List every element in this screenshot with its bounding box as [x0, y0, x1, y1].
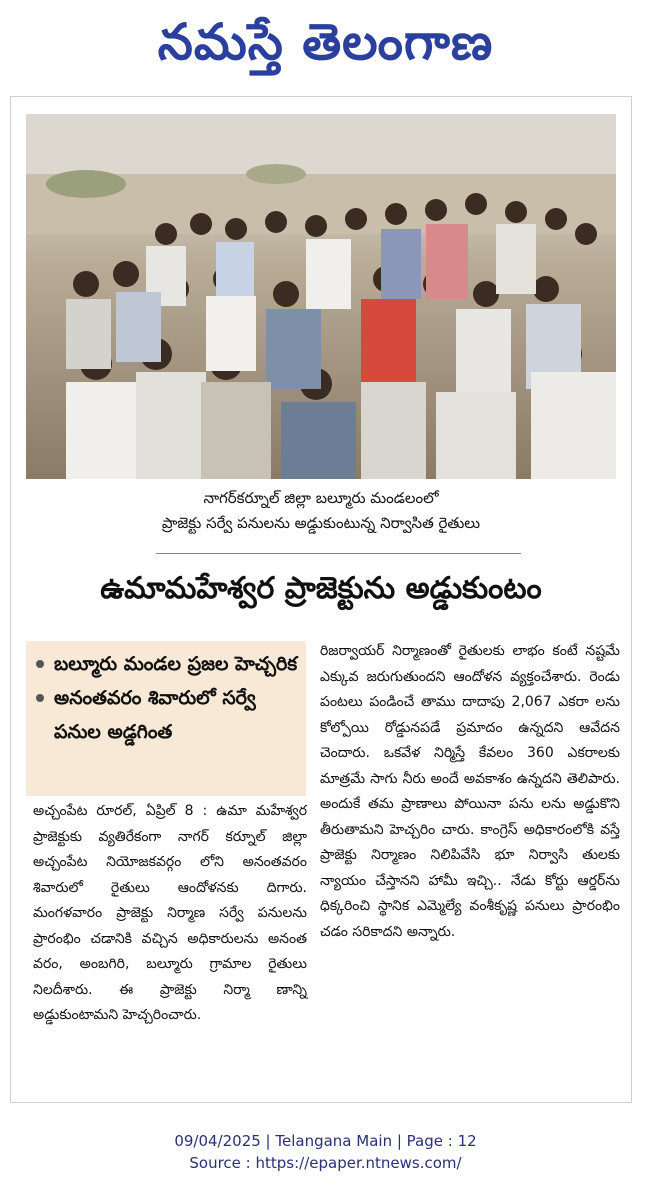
article-column-left: అచ్చంపేట రూరల్, ఏప్రిల్ 8 : ఉమా మహేశ్వర ప్రాజెక్టుకు వ్యతిరేకంగా నాగర్ కర్నూల్ జిల్లా అచ్చంపేట నియోజకవర్గం లోని అనంతవరం శివారులో రైతులు ఆందోళనకు దిగారు. మంగళవారం ప్రాజెక్టు నిర్మాణ సర్వే పనులను ప్రారంభిం చడానికి వచ్చిన అధికారులను అనంత వరం, అంబగిరి, బల్మూరు గ్రామాల రైతులు నిలదీశారు. ఈ ప్రాజెక్టు నిర్మా ణాన్ని అడ్డుకుంటామని హెచ్చరించారు. — [33, 803, 307, 1023]
masthead-logo: నమస్తే తెలంగాణ — [157, 12, 494, 71]
bullet-icon — [36, 660, 44, 668]
news-photo — [26, 114, 616, 479]
page-footer — [0, 1130, 651, 1174]
crowd-photo-icon — [26, 114, 616, 479]
highlight-item — [30, 647, 302, 681]
caption-line-1: నాగర్‌కర్నూల్ జిల్లా బల్మూరు మండలంలో — [203, 489, 439, 507]
bullet-icon — [36, 694, 44, 702]
photo-caption — [11, 486, 631, 536]
highlight-item — [30, 681, 302, 749]
footer-date-line: 09/04/2025 | Telangana Main | Page : 12 — [174, 1132, 477, 1150]
highlights-box — [26, 641, 306, 796]
divider — [156, 553, 521, 554]
headline: ఉమామహేశ్వర ప్రాజెక్టును అడ్డుకుంటం — [100, 571, 542, 606]
footer-source-line: Source : https://epaper.ntnews.com/ — [189, 1154, 462, 1172]
caption-line-2: ప్రాజెక్టు సర్వే పనులను అడ్డుకుంటున్న నిర్వాసిత రైతులు — [161, 514, 481, 532]
highlight-text: అనంతవరం శివారులో సర్వే పనుల అడ్డగింత — [54, 687, 256, 743]
highlight-text: బల్మూరు మండల ప్రజల హెచ్చరిక — [54, 653, 298, 675]
news-clipping — [10, 96, 632, 1103]
article-column-right: రిజర్వాయర్ నిర్మాణంతో రైతులకు లాభం కంటే నష్టమే ఎక్కువ జరుగుతుందని ఆందోళన వ్యక్తంచేశారు. రెండు పంటలు పండించే తాము దాదాపు 2,067 ఎకరా లను కోల్పోయి రోడ్డునపడే ప్రమాదం ఉన్నదని ఆవేదన చెందారు. ఒకవేళ నిర్మిస్తే కేవలం 360 ఎకరాలకు మాత్రమే సాగు నీరు అందే అవకాశం ఉన్నదని తెలిపారు. అందుకే తమ ప్రాణాలు పోయినా పను లను అడ్డుకొని తీరుతామని హెచ్చరిం చారు. కాంగ్రెస్ అధికారంలోకి వస్తే ప్రాజెక్టు నిర్మాణం నిలిపివేసి భూ నిర్వాసి తులకు న్యాయం చేస్తానని హామీ ఇచ్చి.. నేడు కోర్టు ఆర్డర్‌ను ధిక్కరించి స్థానిక ఎమ్మెల్యే వంశీకృష్ణ పనులు ప్రారంభిం చడం సరికాదని అన్నారు. — [320, 643, 620, 940]
